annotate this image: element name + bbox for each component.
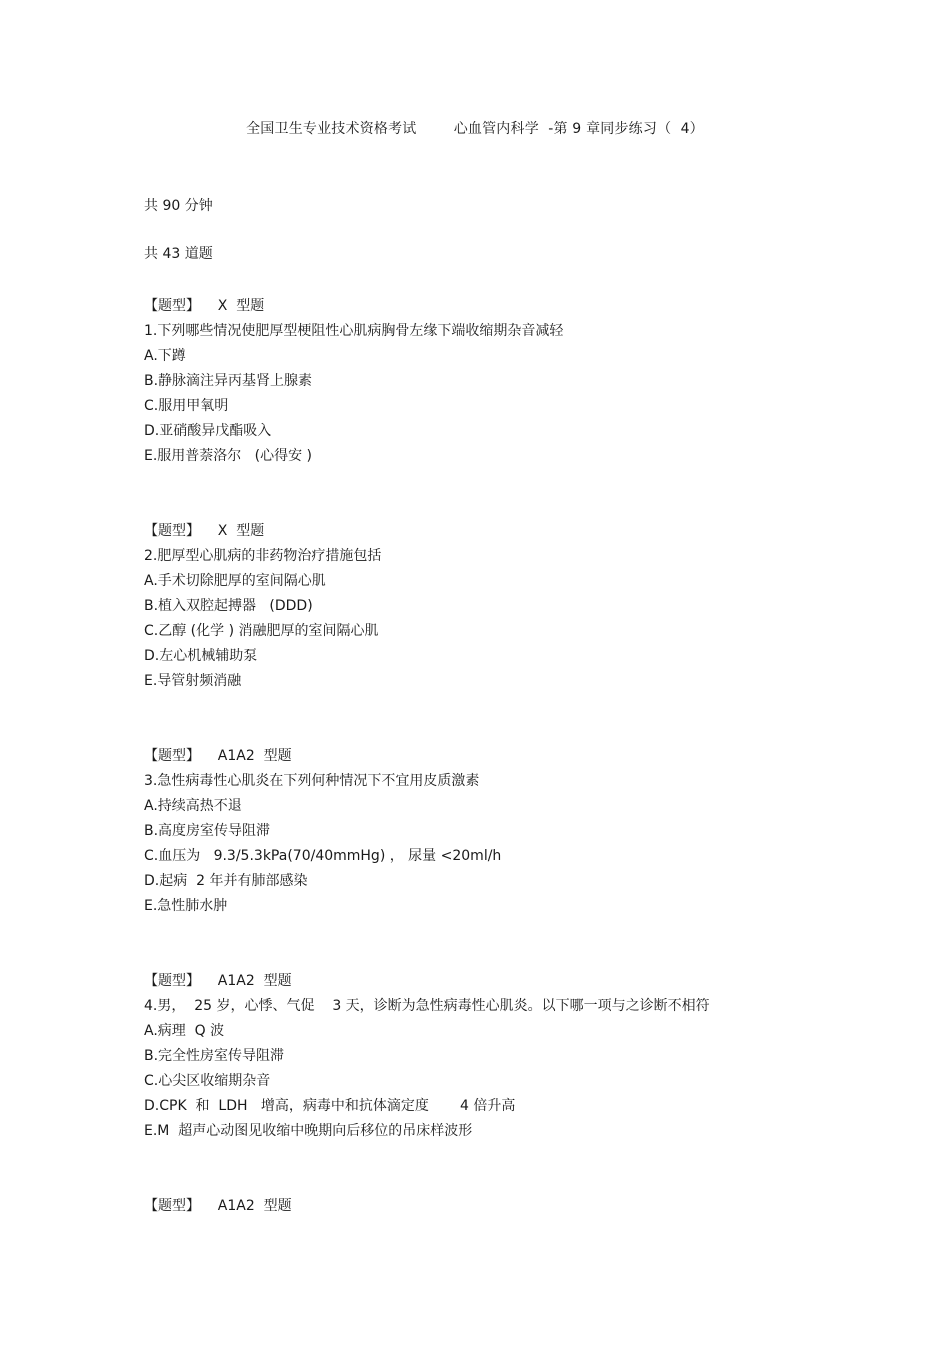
question-stem: 2.肥厚型心肌病的非药物治疗措施包括 <box>144 548 382 564</box>
question-type: 【题型】 X 型题 <box>144 298 265 314</box>
question-type: 【题型】 X 型题 <box>144 523 265 539</box>
option-e: E.急性肺水肿 <box>144 898 228 914</box>
question-type: 【题型】 A1A2 型题 <box>144 1198 292 1214</box>
option-d: D.起病 2 年并有肺部感染 <box>144 873 308 889</box>
question-stem: 4.男， 25 岁，心悸、气促 3 天，诊断为急性病毒性心肌炎。以下哪一项与之诊断不相符 <box>144 998 710 1014</box>
question-2 <box>144 519 904 694</box>
option-a: A.病理 Q 波 <box>144 1023 225 1039</box>
option-d: D.CPK 和 LDH 增高，病毒中和抗体滴定度 4 倍升高 <box>144 1098 516 1114</box>
option-e: E.服用普萘洛尔 (心得安 ) <box>144 448 313 464</box>
question-5 <box>144 1194 904 1219</box>
option-b: B.高度房室传导阻滞 <box>144 823 271 839</box>
option-a: A.下蹲 <box>144 348 186 364</box>
question-type: 【题型】 A1A2 型题 <box>144 973 292 989</box>
option-b: B.植入双腔起搏器 (DDD) <box>144 598 313 614</box>
option-a: A.手术切除肥厚的室间隔心肌 <box>144 573 326 589</box>
question-1 <box>144 294 904 469</box>
question-type: 【题型】 A1A2 型题 <box>144 748 292 764</box>
option-c: C.心尖区收缩期杂音 <box>144 1073 271 1089</box>
option-a: A.持续高热不退 <box>144 798 242 814</box>
option-b: B.静脉滴注异丙基肾上腺素 <box>144 373 313 389</box>
option-c: C.血压为 9.3/5.3kPa(70/40mmHg) ， 尿量 <20ml/h <box>144 848 502 864</box>
question-stem: 1.下列哪些情况使肥厚型梗阻性心肌病胸骨左缘下端收缩期杂音减轻 <box>144 323 564 339</box>
option-c: C.服用甲氧明 <box>144 398 229 414</box>
question-list <box>144 294 904 1269</box>
question-count: 共 43 道题 <box>144 246 213 262</box>
option-e: E.导管射频消融 <box>144 673 242 689</box>
option-d: D.左心机械辅助泵 <box>144 648 258 664</box>
document-title: 全国卫生专业技术资格考试 心血管内科学 -第 9 章同步练习（ 4） <box>246 121 704 137</box>
question-4 <box>144 969 904 1144</box>
option-c: C.乙醇 (化学 ) 消融肥厚的室间隔心肌 <box>144 623 379 639</box>
option-e: E.M 超声心动图见收缩中晚期向后移位的吊床样波形 <box>144 1123 473 1139</box>
exam-duration: 共 90 分钟 <box>144 198 213 214</box>
question-stem: 3.急性病毒性心肌炎在下列何种情况下不宜用皮质激素 <box>144 773 480 789</box>
option-d: D.亚硝酸异戊酯吸入 <box>144 423 272 439</box>
option-b: B.完全性房室传导阻滞 <box>144 1048 285 1064</box>
question-3 <box>144 744 904 919</box>
